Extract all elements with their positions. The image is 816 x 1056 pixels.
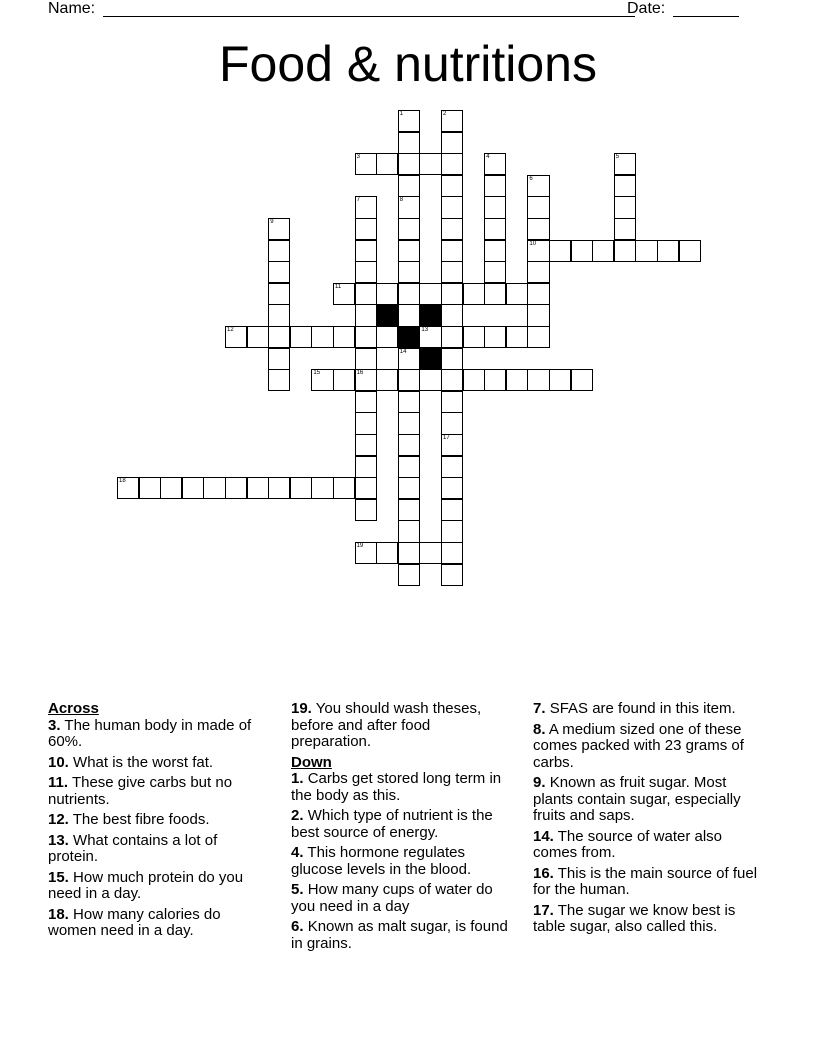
clue-text: Carbs get stored long term in the body as this.: [291, 770, 502, 804]
grid-cell[interactable]: [333, 326, 355, 348]
grid-cell[interactable]: [398, 240, 420, 262]
cell-number: 11: [335, 283, 342, 290]
clue-down-1: [291, 771, 513, 804]
grid-cell[interactable]: [463, 369, 485, 391]
grid-cell[interactable]: [398, 412, 420, 434]
grid-cell[interactable]: [355, 542, 377, 564]
grid-cell[interactable]: [333, 477, 355, 499]
grid-cell[interactable]: [419, 369, 441, 391]
grid-cell[interactable]: [398, 196, 420, 218]
grid-cell[interactable]: [484, 326, 506, 348]
grid-cell[interactable]: [268, 261, 290, 283]
grid-cell[interactable]: [398, 261, 420, 283]
grid-cell[interactable]: [441, 110, 463, 132]
clue-text: A medium sized one of these comes packed with 23 grams of carbs.: [533, 720, 744, 771]
cell-number: 1: [399, 111, 404, 117]
grid-cell[interactable]: [355, 304, 377, 326]
clue-number: 10.: [48, 753, 69, 771]
grid-cell[interactable]: [203, 477, 225, 499]
grid-cell[interactable]: [441, 520, 463, 542]
grid-cell[interactable]: [398, 132, 420, 154]
clue-text: The best fibre foods.: [72, 811, 210, 828]
clue-number: 4.: [291, 844, 304, 861]
grid-cell[interactable]: [635, 240, 657, 262]
grid-cell[interactable]: [268, 283, 290, 305]
clue-text: This hormone regulates glucose levels in the blood.: [291, 844, 472, 878]
clue-down-5: [291, 882, 513, 915]
blocked-cell: [419, 304, 441, 326]
grid-cell[interactable]: [441, 456, 463, 478]
grid-cell[interactable]: [549, 240, 571, 262]
grid-cell[interactable]: [484, 283, 506, 305]
grid-cell[interactable]: [398, 520, 420, 542]
clue-text: The sugar we know best is table sugar, also called this.: [533, 901, 736, 935]
grid-cell[interactable]: [355, 218, 377, 240]
clue-number: 12.: [48, 811, 69, 828]
grid-cell[interactable]: [527, 175, 549, 197]
grid-cell[interactable]: [614, 196, 636, 218]
clue-text: Known as malt sugar, is found in grains.: [291, 918, 508, 952]
grid-cell[interactable]: [441, 283, 463, 305]
clue-text: These give carbs but no nutrients.: [48, 774, 233, 808]
date-label: Date:: [627, 0, 666, 17]
clue-across-12: [48, 812, 270, 829]
grid-cell[interactable]: [527, 326, 549, 348]
grid-cell[interactable]: [268, 304, 290, 326]
grid-cell[interactable]: [441, 132, 463, 154]
cell-number: 14: [399, 348, 407, 355]
grid-cell[interactable]: [333, 283, 355, 305]
grid-cell[interactable]: [419, 542, 441, 564]
grid-cell[interactable]: [290, 326, 312, 348]
clue-text: You should wash theses, before and after food preparation.: [291, 700, 482, 750]
clue-text: Which type of nutrient is the best source of energy.: [291, 807, 493, 841]
across-heading: Across: [48, 700, 99, 717]
grid-cell[interactable]: [398, 218, 420, 240]
grid-cell[interactable]: [527, 369, 549, 391]
clue-text: The source of water also comes from.: [533, 827, 723, 861]
grid-cell[interactable]: [355, 196, 377, 218]
grid-cell[interactable]: [527, 240, 549, 262]
blocked-cell: [419, 348, 441, 370]
grid-cell[interactable]: [355, 477, 377, 499]
grid-cell[interactable]: [419, 153, 441, 175]
clue-across-15: [48, 870, 270, 903]
grid-cell[interactable]: [376, 283, 398, 305]
clue-across-3: [48, 718, 270, 751]
grid-cell[interactable]: [376, 369, 398, 391]
grid-cell[interactable]: [225, 326, 247, 348]
grid-cell[interactable]: [398, 564, 420, 586]
clue-number: 11.: [48, 774, 69, 791]
grid-cell[interactable]: [398, 175, 420, 197]
clue-down-9: [533, 775, 768, 825]
cell-number: 15: [313, 370, 321, 377]
clue-down-17: [533, 903, 768, 936]
grid-cell[interactable]: [506, 283, 528, 305]
grid-cell[interactable]: [441, 499, 463, 521]
grid-cell[interactable]: [290, 477, 312, 499]
clue-down-8: [533, 722, 768, 772]
cell-number: 6: [529, 175, 533, 182]
grid-cell[interactable]: [441, 391, 463, 413]
cell-number: 16: [356, 370, 364, 377]
grid-cell[interactable]: [506, 369, 528, 391]
cell-number: 3: [356, 154, 360, 161]
clue-number: 16.: [533, 864, 554, 882]
clue-text: The human body in made of 60%.: [48, 716, 252, 750]
grid-cell[interactable]: [139, 477, 161, 499]
grid-cell[interactable]: [268, 348, 290, 370]
grid-cell[interactable]: [441, 542, 463, 564]
cell-number: 19: [356, 543, 364, 549]
grid-cell[interactable]: [484, 196, 506, 218]
grid-cell[interactable]: [527, 304, 549, 326]
grid-cell[interactable]: [268, 240, 290, 262]
clue-number: 1.: [291, 770, 304, 787]
grid-cell[interactable]: [398, 110, 420, 132]
grid-cell[interactable]: [398, 477, 420, 499]
clue-column-1: [48, 701, 270, 944]
grid-cell[interactable]: [527, 196, 549, 218]
grid-cell[interactable]: [160, 477, 182, 499]
grid-cell[interactable]: [419, 283, 441, 305]
grid-cell[interactable]: [355, 369, 377, 391]
grid-cell[interactable]: [225, 477, 247, 499]
grid-cell[interactable]: [268, 218, 290, 240]
cell-number: 9: [270, 219, 274, 225]
clue-number: 9.: [533, 774, 546, 791]
grid-cell[interactable]: [376, 153, 398, 175]
grid-cell[interactable]: [268, 477, 290, 499]
clue-across-10: [48, 755, 270, 772]
grid-cell[interactable]: [441, 240, 463, 262]
grid-cell[interactable]: [117, 477, 139, 499]
grid-cell[interactable]: [571, 369, 593, 391]
grid-cell[interactable]: [463, 326, 485, 348]
clue-number: 13.: [48, 831, 69, 849]
grid-cell[interactable]: [527, 261, 549, 283]
grid-cell[interactable]: [398, 434, 420, 456]
grid-cell[interactable]: [355, 456, 377, 478]
cell-number: 5: [615, 154, 620, 161]
cell-number: 8: [399, 197, 404, 204]
grid-cell[interactable]: [311, 369, 333, 391]
grid-cell[interactable]: [247, 326, 269, 348]
cell-number: 12: [227, 327, 234, 333]
grid-cell[interactable]: [311, 477, 333, 499]
clue-column-3: [533, 701, 768, 940]
down-heading: Down: [291, 753, 332, 771]
clue-text: What is the worst fat.: [73, 753, 214, 771]
grid-cell[interactable]: [355, 412, 377, 434]
clue-text: SFAS are found in this item.: [549, 700, 736, 717]
cell-number: 7: [356, 197, 360, 204]
grid-cell[interactable]: [355, 153, 377, 175]
clue-text: How much protein do you need in a day.: [48, 868, 244, 902]
grid-cell[interactable]: [441, 412, 463, 434]
clue-down-4: [291, 845, 513, 878]
grid-cell[interactable]: [441, 348, 463, 370]
blocked-cell: [398, 326, 420, 348]
clue-across-19: [291, 701, 513, 751]
grid-cell[interactable]: [614, 175, 636, 197]
grid-cell[interactable]: [484, 153, 506, 175]
grid-cell[interactable]: [398, 456, 420, 478]
clue-number: 7.: [533, 700, 546, 717]
grid-cell[interactable]: [398, 283, 420, 305]
clue-down-2: [291, 808, 513, 841]
clue-down-7: [533, 701, 768, 718]
grid-cell[interactable]: [441, 196, 463, 218]
grid-cell[interactable]: [441, 304, 463, 326]
clue-number: 17.: [533, 901, 554, 919]
grid-cell[interactable]: [398, 391, 420, 413]
cell-number: 18: [119, 478, 126, 485]
grid-cell[interactable]: [182, 477, 204, 499]
clue-number: 6.: [291, 918, 304, 935]
grid-cell[interactable]: [441, 261, 463, 283]
cell-number: 13: [421, 327, 429, 333]
grid-cell[interactable]: [441, 434, 463, 456]
grid-cell[interactable]: [549, 369, 571, 391]
grid-cell[interactable]: [571, 240, 593, 262]
clue-number: 8.: [533, 720, 546, 738]
clue-text: This is the main source of fuel for the human.: [533, 864, 758, 898]
clue-text: How many calories do women need in a day.: [48, 905, 221, 939]
grid-cell[interactable]: [441, 564, 463, 586]
grid-cell[interactable]: [355, 240, 377, 262]
grid-cell[interactable]: [376, 542, 398, 564]
grid-cell[interactable]: [355, 391, 377, 413]
grid-cell[interactable]: [441, 326, 463, 348]
clue-number: 3.: [48, 716, 61, 734]
grid-cell[interactable]: [247, 477, 269, 499]
grid-cell[interactable]: [441, 153, 463, 175]
grid-cell[interactable]: [268, 369, 290, 391]
clue-down-16: [533, 866, 768, 899]
grid-cell[interactable]: [441, 175, 463, 197]
grid-cell[interactable]: [355, 499, 377, 521]
grid-cell[interactable]: [614, 153, 636, 175]
cell-number: 10: [529, 240, 537, 247]
grid-cell[interactable]: [355, 326, 377, 348]
clue-number: 14.: [533, 827, 554, 845]
clue-across-13: [48, 833, 270, 866]
grid-cell[interactable]: [441, 477, 463, 499]
clue-number: 18.: [48, 905, 69, 923]
grid-cell[interactable]: [355, 283, 377, 305]
clue-text: How many cups of water do you need in a day: [291, 881, 493, 915]
clue-across-11: [48, 775, 270, 808]
clue-across-18: [48, 907, 270, 940]
grid-cell[interactable]: [527, 283, 549, 305]
grid-cell[interactable]: [398, 499, 420, 521]
grid-cell[interactable]: [398, 348, 420, 370]
grid-cell[interactable]: [441, 218, 463, 240]
grid-cell[interactable]: [484, 175, 506, 197]
clue-down-14: [533, 829, 768, 862]
grid-cell[interactable]: [376, 326, 398, 348]
clue-number: 19.: [291, 700, 312, 717]
grid-cell[interactable]: [614, 240, 636, 262]
blocked-cell: [376, 304, 398, 326]
grid-cell[interactable]: [355, 434, 377, 456]
grid-cell[interactable]: [333, 369, 355, 391]
clue-number: 15.: [48, 868, 69, 886]
clue-text: Known as fruit sugar. Most plants contain sugar, especially fruits and saps.: [533, 774, 741, 824]
clue-down-6: [291, 919, 513, 952]
grid-cell[interactable]: [679, 240, 701, 262]
grid-cell[interactable]: [592, 240, 614, 262]
grid-cell[interactable]: [463, 283, 485, 305]
grid-cell[interactable]: [657, 240, 679, 262]
grid-cell[interactable]: [398, 153, 420, 175]
grid-cell[interactable]: [398, 369, 420, 391]
cell-number: 4: [486, 154, 490, 161]
grid-cell[interactable]: [614, 218, 636, 240]
grid-cell[interactable]: [355, 261, 377, 283]
grid-cell[interactable]: [311, 326, 333, 348]
grid-cell[interactable]: [527, 218, 549, 240]
grid-cell[interactable]: [484, 240, 506, 262]
grid-cell[interactable]: [484, 218, 506, 240]
grid-cell[interactable]: [355, 348, 377, 370]
cell-number: 17: [443, 435, 450, 441]
grid-cell[interactable]: [484, 369, 506, 391]
page-title: Food & nutritions: [219, 36, 597, 92]
grid-cell[interactable]: [398, 304, 420, 326]
grid-cell[interactable]: [398, 542, 420, 564]
grid-cell[interactable]: [419, 326, 441, 348]
name-label: Name:: [48, 0, 96, 17]
clue-number: 2.: [291, 807, 304, 824]
grid-cell[interactable]: [484, 261, 506, 283]
clue-number: 5.: [291, 881, 304, 898]
clue-text: What contains a lot of protein.: [48, 831, 218, 865]
grid-cell[interactable]: [441, 369, 463, 391]
grid-cell[interactable]: [506, 326, 528, 348]
cell-number: 2: [443, 111, 447, 117]
clue-column-2: [291, 701, 513, 956]
grid-cell[interactable]: [268, 326, 290, 348]
